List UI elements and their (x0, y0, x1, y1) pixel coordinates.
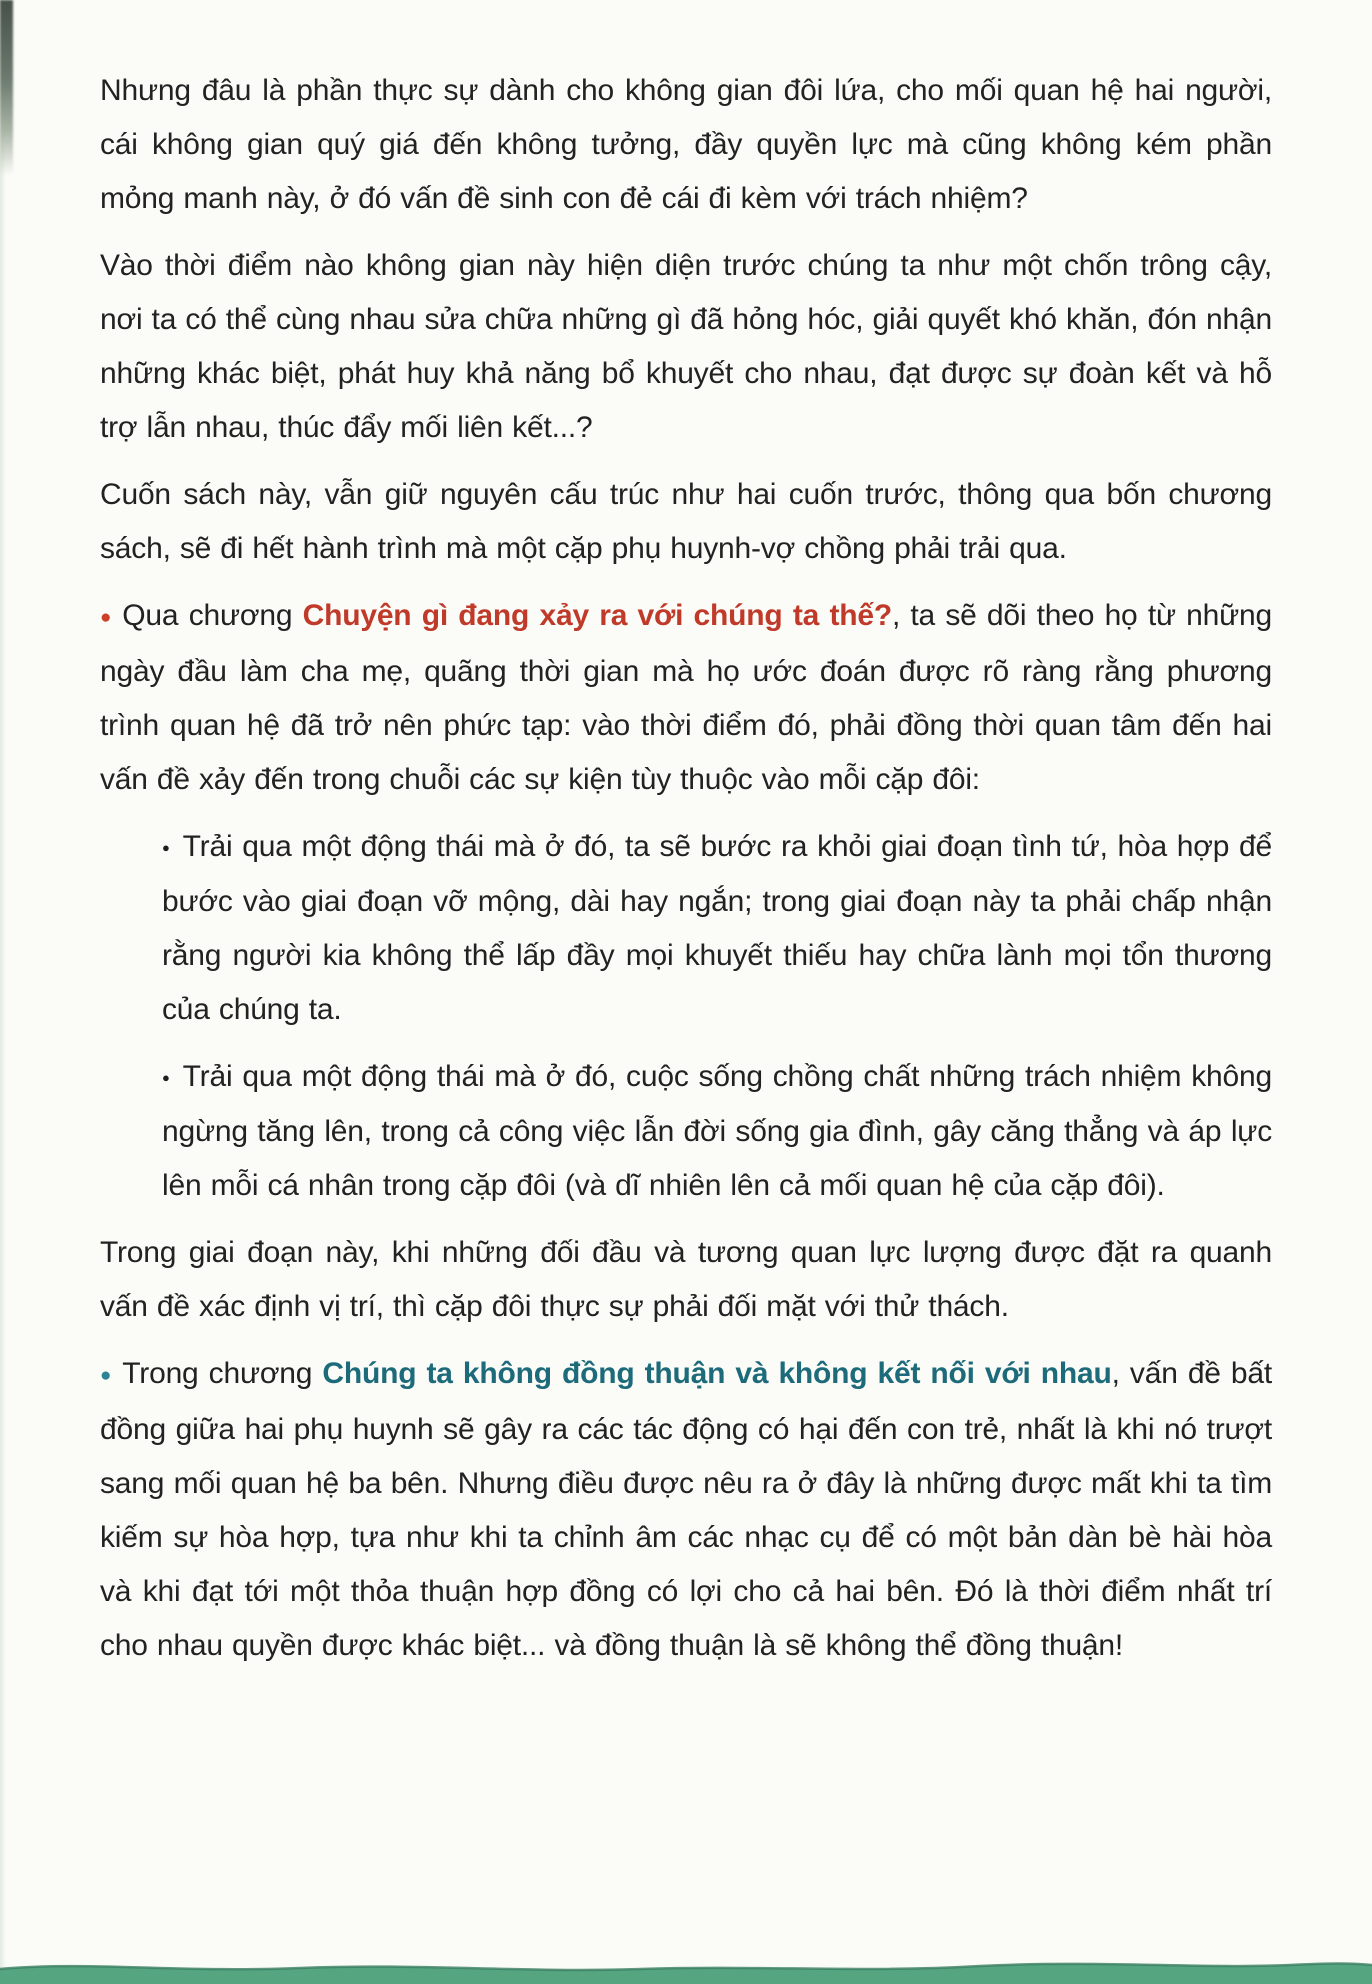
sub-bullet-paragraph (162, 1050, 1272, 1213)
bullet-paragraph (100, 1347, 1272, 1673)
chapter-title-teal: Chúng ta không đồng thuận và không kết nối với nhau (322, 1357, 1112, 1390)
bullet-paragraph (100, 589, 1272, 807)
bullet-icon: ● (162, 1070, 170, 1085)
paragraph (100, 1226, 1272, 1334)
text-run: Trong giai đoạn này, khi những đối đầu và tương quan lực lượng được đặt ra quanh vấn đề xác định vị trí, thì cặp đôi thực sự phải đối mặt với thử thách. (100, 1236, 1272, 1323)
chapter-title-red: Chuyện gì đang xảy ra với chúng ta thế? (302, 599, 892, 632)
paragraph (100, 239, 1272, 455)
text-run: Vào thời điểm nào không gian này hiện diện trước chúng ta như một chốn trông cậy, nơi ta có thể cùng nhau sửa chữa những gì đã hỏng hóc, giải quyết khó khăn, đón nhận những khác biệt, phát huy khả năng bổ khuyết cho nhau, đạt được sự đoàn kết và hỗ trợ lẫn nhau, thúc đẩy mối liên kết...? (100, 249, 1272, 444)
text-run: Trải qua một động thái mà ở đó, ta sẽ bước ra khỏi giai đoạn tình tứ, hòa hợp để bước vào giai đoạn vỡ mộng, dài hay ngắn; trong giai đoạn này ta phải chấp nhận rằng người kia không thể lấp đầy mọi khuyết thiếu hay chữa lành mọi tổn thương của chúng ta. (162, 830, 1272, 1026)
bullet-icon: ● (100, 607, 112, 628)
text-run: Cuốn sách này, vẫn giữ nguyên cấu trúc như hai cuốn trước, thông qua bốn chương sách, sẽ đi hết hành trình mà một cặp phụ huynh-vợ chồng phải trải qua. (100, 478, 1272, 565)
text-run: , vấn đề bất đồng giữa hai phụ huynh sẽ gây ra các tác động có hại đến con trẻ, nhất là khi nó trượt sang mối quan hệ ba bên. Nhưng điều được nêu ra ở đây là những được mất khi ta tìm kiếm sự hòa hợp, tựa như khi ta chỉnh âm các nhạc cụ để có một bản dàn bè hài hòa và khi đạt tới một thỏa thuận hợp đồng có lợi cho cả hai bên. Đó là thời điểm nhất trí cho nhau quyền được khác biệt... và đồng thuận là sẽ không thể đồng thuận! (100, 1357, 1273, 1662)
sub-bullet-paragraph (162, 820, 1272, 1037)
bullet-icon: ● (100, 1365, 112, 1386)
paragraph (100, 468, 1272, 576)
text-run: , ta sẽ dõi theo họ từ những ngày đầu làm cha mẹ, quãng thời gian mà họ ước đoán được rõ ràng rằng phương trình quan hệ đã trở nên phức tạp: vào thời điểm đó, phải đồng thời quan tâm đến hai vấn đề xảy đến trong chuỗi các sự kiện tùy thuộc vào mỗi cặp đôi: (100, 599, 1272, 796)
text-run: Trải qua một động thái mà ở đó, cuộc sống chồng chất những trách nhiệm không ngừng tăng lên, trong cả công việc lẫn đời sống gia đình, gây căng thẳng và áp lực lên mỗi cá nhân trong cặp đôi (và dĩ nhiên lên cả mối quan hệ của cặp đôi). (162, 1060, 1272, 1202)
page-content (100, 64, 1272, 1686)
text-run: Qua chương (122, 599, 303, 632)
text-run: Nhưng đâu là phần thực sự dành cho không gian đôi lứa, cho mối quan hệ hai người, cái không gian quý giá đến không tưởng, đầy quyền lực mà cũng không kém phần mỏng manh này, ở đó vấn đề sinh con đẻ cái đi kèm với trách nhiệm? (100, 74, 1272, 215)
paragraph (100, 64, 1272, 226)
page-edge-shadow (0, 0, 13, 175)
page-left-edge (0, 0, 6, 1984)
bottom-green-band (0, 1952, 1372, 1984)
text-run: Trong chương (122, 1357, 323, 1390)
bullet-icon: ● (162, 840, 170, 855)
